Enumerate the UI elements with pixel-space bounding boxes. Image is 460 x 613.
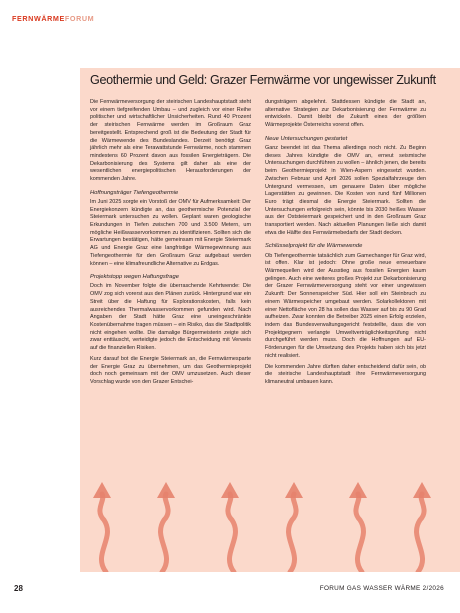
section-heading: Schlüsselprojekt für die Wärmewende — [265, 243, 363, 250]
paragraph: Doch im November folgte die überraschende Kehrtwende: Die OMV zog sich vorerst aus den Plänen zurück. Hintergrund war ein Streit über die Haftung für Explorationskosten, falls kein ausreichendes Thermalwasservorkommen gefunden wird. Nach Angaben der Stadt hätte Graz eine uneingeschränkte Kostenübernahme tragen müssen – ein Risiko, das die Stadtpolitik nicht eingehen wollte. Die damalige Bürgermeisterin zeigte sich zwar enttäuscht, verteidigte jedoch die Entscheidung mit Verweis auf die finanziellen Risiken. — [90, 283, 251, 352]
wavy-up-arrow-icon — [349, 482, 367, 572]
wavy-up-arrow-icon — [413, 482, 431, 572]
section-heading: Hoffnungsträger Tiefengeothermie — [90, 189, 179, 196]
paragraph: Ob Tiefengeothermie tatsächlich zum Gamechanger für Graz wird, ist offen. Klar ist jedoch: Ohne große neue erneuerbare Wärmequellen wird der Ausstieg aus fossilen Energien kaum gelingen. Auch eine weiteres großes Projekt zur Dekarbonisierung der Grazer Fernwärmeversorgung steht vor einer ungewissen Zukunft: Der Sonnenspeicher Süd. Hier soll ein Steinbruch zu einem Wärmespeicher umgebaut werden. Solarkollektoren mit einer Nettofläche von 28 ha sollen das Wasser auf bis zu 90 Grad aufheizen. Zwar konnten die Betreiber 2025 einen Erfolg erzielen, indem das Bundesverwaltungsgericht feststellte, dass die von Projektgegnern verlangte Umweltverträglichkeitsprüfung nicht durchgeführt werden muss. Doch die Hoffnungen auf EU-Förderungen für die Umsetzung des Projekts haben sich bis jetzt nicht realisiert. — [265, 252, 426, 359]
left-column — [90, 99, 251, 390]
section-heading: Neue Untersuchungen gestartet — [265, 135, 348, 142]
wavy-up-arrow-icon — [93, 482, 111, 572]
paragraph: Die kommenden Jahre dürften daher entscheidend dafür sein, ob die steirische Landeshauptstadt ihre Fernwärmeversorgung klimaneutral umbauen kann. — [265, 363, 426, 386]
wavy-up-arrow-icon — [221, 482, 239, 572]
paragraph: dungsträgern abgelehnt. Stattdessen kündigte die Stadt an, alternative Strategien zur Dekarbonisierung der Fernwärme zu entwickeln. Damit bleibt die Zukunft eines der größten Wärmeprojekte Österreichs vorerst offen. — [265, 99, 426, 129]
section-label — [12, 14, 94, 23]
paragraph: Ganz beendet ist das Thema allerdings noch nicht. Zu Beginn dieses Jahres kündigte die OMV an, erneut seismische Untersuchungen durchführen zu wollen – ähnlich jenen, die bereits beim Geothermieprojekt in Wien-Aspern eingesetzt wurden. Zwischen Februar und April 2026 sollen Spezialfahrzeuge den Untergrund vermessen, um genauere Daten über mögliche Lagerstätten zu gewinnen. Die Kosten von rund fünf Millionen Euro trägt diesmal die Energie Steiermark. Sollten die Untersuchungen erfolgreich sein, könnte bis 2030 heißes Wasser aus der Oststeiermark gespeichert und in den Großraum Graz transportiert werden. Nach aktuellen Planungen ließe sich damit etwa die Hälfte des Fernwärmebedarfs der Stadt decken. — [265, 145, 426, 236]
wavy-up-arrow-icon — [285, 482, 303, 572]
arrows-decoration — [80, 476, 460, 572]
section-label-part1: FERNWÄRME — [12, 14, 65, 23]
paragraph: Die Fernwärmeversorgung der steirischen Landeshauptstadt steht vor einem tiefgreifenden Umbau – und zugleich vor einer Reihe politischer und wirtschaftlicher Unsicherheiten. Rund 40 Prozent der steirischen Fernwärme werden im Großraum Graz bereitgestellt. Entsprechend groß ist die Bedeutung der Stadt für die Wärmewende des Bundeslandes. Derzeit benötigt Graz jährlich mehr als eine Terawattstunde Fernwärme, noch stammen mindestens 60 Prozent davon aus fossilen Energieträgern. Die Dekarbonisierung des Systems gilt daher als eine der wesentlichen energiepolitischen Herausforderungen der kommenden Jahre. — [90, 99, 251, 183]
article-title: Geothermie und Geld: Grazer Fernwärme vor ungewisser Zukunft — [90, 73, 436, 87]
section-label-part2: FORUM — [64, 14, 95, 23]
page-number: 28 — [14, 584, 23, 593]
right-column — [265, 99, 426, 390]
publication-name: FORUM GAS WASSER WÄRME 2/2026 — [319, 585, 444, 592]
paragraph: Kurz darauf bot die Energie Steiermark an, die Fernwärmesparte der Energie Graz zu übernehmen, um das Geothermieprojekt doch noch gemeinsam mit der OMV umzusetzen. Auch dieser Vorschlag wurde von den Grazer Entschei- — [90, 355, 251, 386]
paragraph: Im Juni 2025 sorgte ein Vorstoß der OMV für Aufmerksamkeit: Der Energiekonzern kündigte an, das geothermische Potenzial der Steiermark untersuchen zu wollen. Geplant waren geologische Erkundungen in Tiefen zwischen 700 und 3.500 Metern, um mögliche Heißwasservorkommen zu identifizieren. Sollten sich die Erwartungen bestätigen, hätte gemeinsam mit Energie Steiermark AG und Energie Graz eine langfristige Wärmegewinnung aus Tiefengeothermie für den Großraum Graz aufgebaut werden können – eine klimafreundliche Alternative zu Erdgas. — [90, 198, 251, 267]
section-heading: Projektstopp wegen Haftungsfrage — [90, 274, 179, 281]
wavy-up-arrow-icon — [157, 482, 175, 572]
